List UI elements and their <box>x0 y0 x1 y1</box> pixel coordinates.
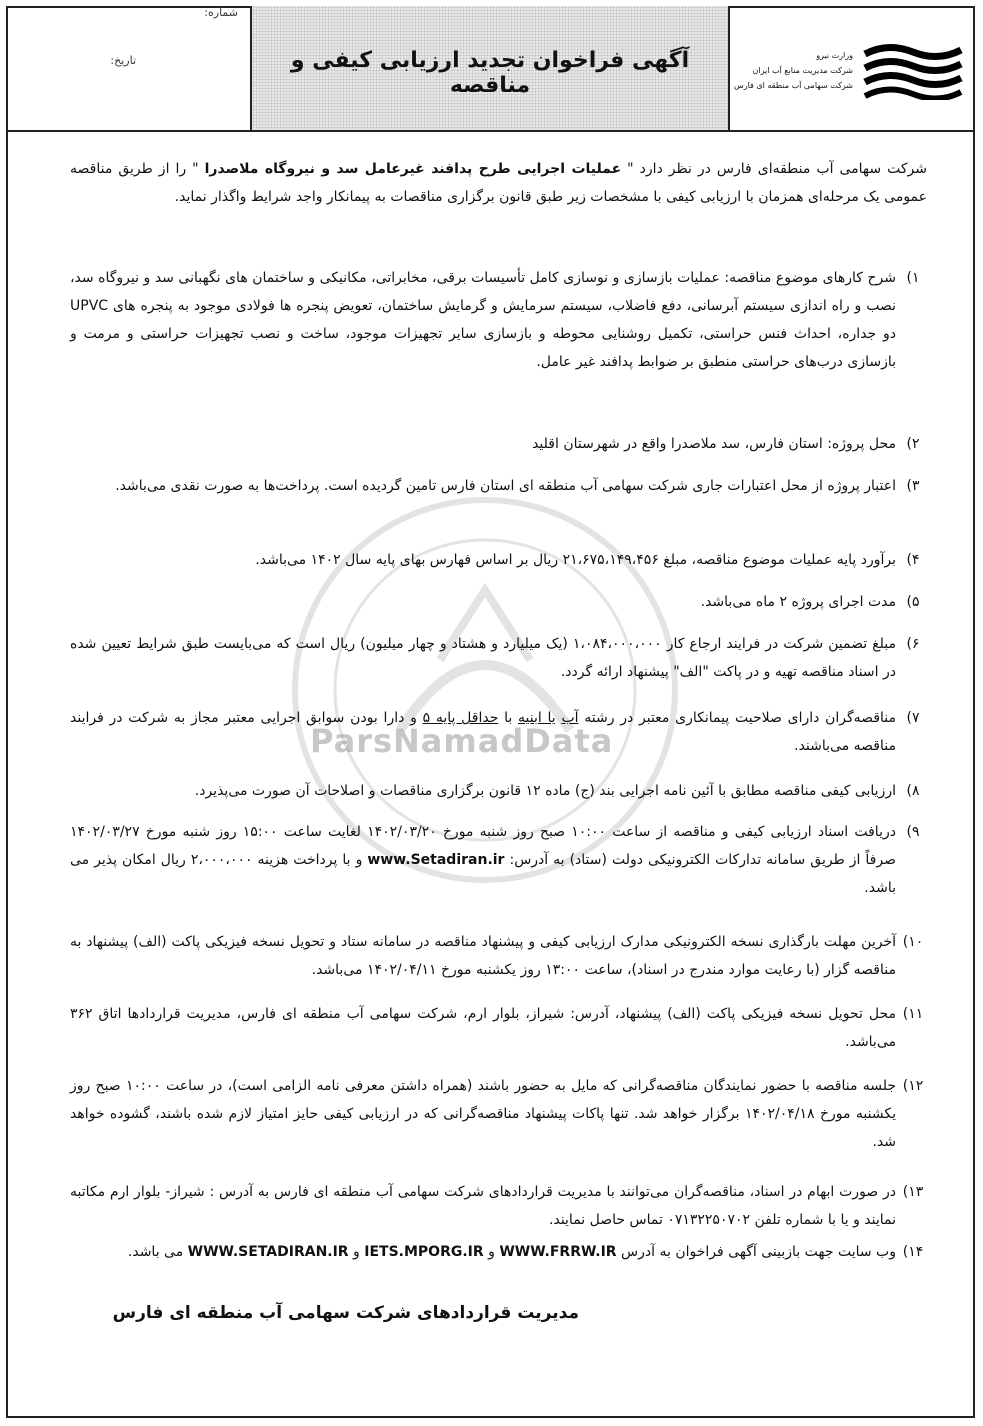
item-number: ۱۳) <box>902 1184 924 1200</box>
item-number: ۲) <box>906 436 920 452</box>
list-item <box>70 1072 924 1156</box>
list-item <box>70 588 920 616</box>
item-number: ۶) <box>906 636 920 652</box>
item-text-part1: دریافت اسناد ارزیابی کیفی و مناقصه از ساعت ۱۰:۰۰ صبح روز شنبه مورخ ۱۴۰۲/۰۳/۲۰ لغایت ساعت ۱۵:۰۰ روز شنبه مورخ ۱۴۰۲/۰۳/۲۷ صرفاً از طریق سامانه تدارکات الکترونیکی دولت (ستاد) به آدرس: <box>70 824 896 868</box>
field-building: یا ابنیه <box>518 710 556 726</box>
item-number: ۱۱) <box>902 1006 924 1022</box>
reference-block <box>6 6 248 130</box>
item-text: محل تحویل نسخه فیزیکی پاکت (الف) پیشنهاد، آدرس: شیراز، بلوار ارم، شرکت سهامی آب منطقه ای فارس، مدیریت قراردادها اتاق ۳۶۲ می‌باشد. <box>70 1006 896 1050</box>
list-item <box>70 704 920 760</box>
intro-part1: شرکت سهامی آب منطقه‌ای فارس در نظر دارد " <box>621 161 928 177</box>
item-number: ۴) <box>906 552 920 568</box>
project-name: عملیات اجرایی طرح پدافند غیرعامل سد و نیروگاه ملاصدرا <box>204 161 622 177</box>
list-item <box>70 1238 924 1266</box>
org-line-2: شرکت مدیریت منابع آب ایران <box>752 66 853 75</box>
item-text: جلسه مناقصه با حضور نمایندگان مناقصه‌گرانی که مایل به حضور باشند (همراه داشتن معرفی نامه الزامی است)، در ساعت ۱۰:۰۰ صبح روز یکشنبه مورخ ۱۴۰۲/۰۴/۱۸ برگزار خواهد شد. تنها پاکات پیشنهاد مناقصه‌گرانی که در ارزیابی کیفی حایز امتیاز لازم شده باشند، گشوده خواهد شد. <box>70 1078 896 1150</box>
item-text: شرح کارهای موضوع مناقصه: عملیات بازسازی و نوسازی کامل تأسیسات برقی، مخابراتی، مکانیکی و ساختمان های نگهبانی سد و نیروگاه سد، نصب و راه اندازی سیستم آبرسانی، دفع فاضلاب، سیستم سرمایش و گرمایش ساختمان، تعویض پنجره ها فولادی موجود به پنجره های UPVC دو جداره، احداث فنس حراستی، تکمیل روشنایی محوطه و بازسازی سایر تجهیزات موجود، ساخت و نصب تجهیزات حراستی و مرمت و بازسازی درب‌های حراستی منطبق بر ضوابط پدافند غیر عامل. <box>70 270 896 370</box>
title-block <box>250 6 728 130</box>
header <box>6 6 975 132</box>
list-item <box>70 472 920 500</box>
item-text-part2: می باشد. <box>127 1244 188 1260</box>
page-title: آگهی فراخوان تجدید ارزیابی کیفی و مناقصه <box>290 48 690 98</box>
item-number: ۷) <box>906 710 920 726</box>
field-water: آب <box>561 710 579 726</box>
intro-part2: " را از طریق مناقصه عمومی یک مرحله‌ای همزمان با ارزیابی کیفی با مشخصات زیر طبق قانون برگزاری مناقصات به پیمانکار واجد شرایط واگذار نماید. <box>70 161 927 205</box>
intro-paragraph <box>70 155 927 211</box>
date-label: تاریخ: <box>110 54 136 67</box>
item-text: مبلغ تضمین شرکت در فرایند ارجاع کار ۱،۰۸۴،۰۰۰،۰۰۰ (یک میلیارد و هشتاد و چهار میلیون) ریال است که می‌بایست طبق شرایط تعیین شده در اسناد مناقصه تهیه و در پاکت "الف" پیشنهاد ارائه گردد. <box>70 636 896 680</box>
list-item <box>70 818 920 902</box>
item-text: ارزیابی کیفی مناقصه مطابق با آئین نامه اجرایی بند (ج) ماده ۱۲ قانون برگزاری مناقصات و اصلاحات آن صورت می‌پذیرد. <box>194 783 896 799</box>
list-item <box>70 264 920 376</box>
item-text: در صورت ابهام در اسناد، مناقصه‌گران می‌توانند با مدیریت قراردادهای شرکت سهامی آب منطقه ای فارس به آدرس : شیراز- بلوار ارم مکاتبه نمایند و یا با شماره تلفن ۰۷۱۳۲۲۵۰۷۰۲ تماس حاصل نمایند. <box>70 1184 896 1228</box>
item-text-part1: وب سایت جهت بازبینی آگهی فراخوان به آدرس <box>616 1244 896 1260</box>
item-text: برآورد پایه عملیات موضوع مناقصه، مبلغ ۲۱،۶۷۵،۱۴۹،۴۵۶ ریال بر اساس فهارس بهای پایه سال ۱۴۰۲ می‌باشد. <box>255 552 896 568</box>
item-number: ۱۲) <box>902 1078 924 1094</box>
item-text-part2: و دارا بودن سوابق اجرایی معتبر مجاز به شرکت در فرایند مناقصه می‌باشند. <box>70 710 896 754</box>
org-block <box>728 6 975 130</box>
list-item <box>70 546 920 574</box>
list-item <box>70 430 920 458</box>
item-number: ۱۴) <box>902 1244 924 1260</box>
watermark-text: ParsNamadData <box>310 722 614 760</box>
item-number: ۱۰) <box>902 934 924 950</box>
setad-website-link[interactable]: www.Setadiran.ir <box>367 852 505 868</box>
item-text: محل پروژه: استان فارس، سد ملاصدرا واقع در شهرستان اقلید <box>532 436 896 452</box>
list-item <box>70 928 924 984</box>
item-number: ۵) <box>906 594 920 610</box>
frrw-website-link[interactable]: WWW.FRRW.IR <box>499 1244 617 1260</box>
list-item <box>70 630 920 686</box>
item-text: آخرین مهلت بارگذاری نسخه الکترونیکی مدارک ارزیابی کیفی و پیشنهاد مناقصه در سامانه ستاد و تحویل نسخه فیزیکی پاکت (الف) پیشنهاد به مناقصه گزار (با رعایت موارد مندرج در اسناد)، ساعت ۱۳:۰۰ روز یکشنبه مورخ ۱۴۰۲/۰۴/۱۱ می‌باشد. <box>70 934 896 978</box>
min-grade: حداقل پایه ۵ <box>422 710 499 726</box>
item-text-part2: و با پرداخت هزینه ۲،۰۰۰،۰۰۰ ریال امکان پذیر می باشد. <box>70 852 896 896</box>
iets-website-link[interactable]: IETS.MPORG.IR <box>364 1244 484 1260</box>
item-number: ۸) <box>906 783 920 799</box>
signature: مدیریت قراردادهای شرکت سهامی آب منطقه ای فارس <box>112 1303 579 1323</box>
list-item <box>70 1000 924 1056</box>
water-waves-logo-icon <box>863 40 963 100</box>
item-and: و <box>483 1244 500 1260</box>
item-number: ۱) <box>906 270 920 286</box>
org-names <box>734 48 853 93</box>
item-number: ۳) <box>906 478 920 494</box>
list-item <box>70 777 920 805</box>
item-number: ۹) <box>906 824 920 840</box>
item-text-part1: مناقصه‌گران دارای صلاحیت پیمانکاری معتبر در رشته <box>578 710 896 726</box>
list-item <box>70 1178 924 1234</box>
setadiran-website-link[interactable]: WWW.SETADIRAN.IR <box>187 1244 349 1260</box>
item-connector: با <box>498 710 519 726</box>
item-text: مدت اجرای پروژه ۲ ماه می‌باشد. <box>700 594 896 610</box>
org-line-1: وزارت نیرو <box>816 51 853 60</box>
number-label: شماره: <box>204 6 238 19</box>
item-and: و <box>348 1244 365 1260</box>
item-text: اعتبار پروژه از محل اعتبارات جاری شرکت سهامی آب منطقه ای استان فارس تامین گردیده است. پرداخت‌ها به صورت نقدی می‌باشد. <box>115 478 896 494</box>
org-line-3: شرکت سهامی آب منطقه ای فارس <box>733 81 853 90</box>
